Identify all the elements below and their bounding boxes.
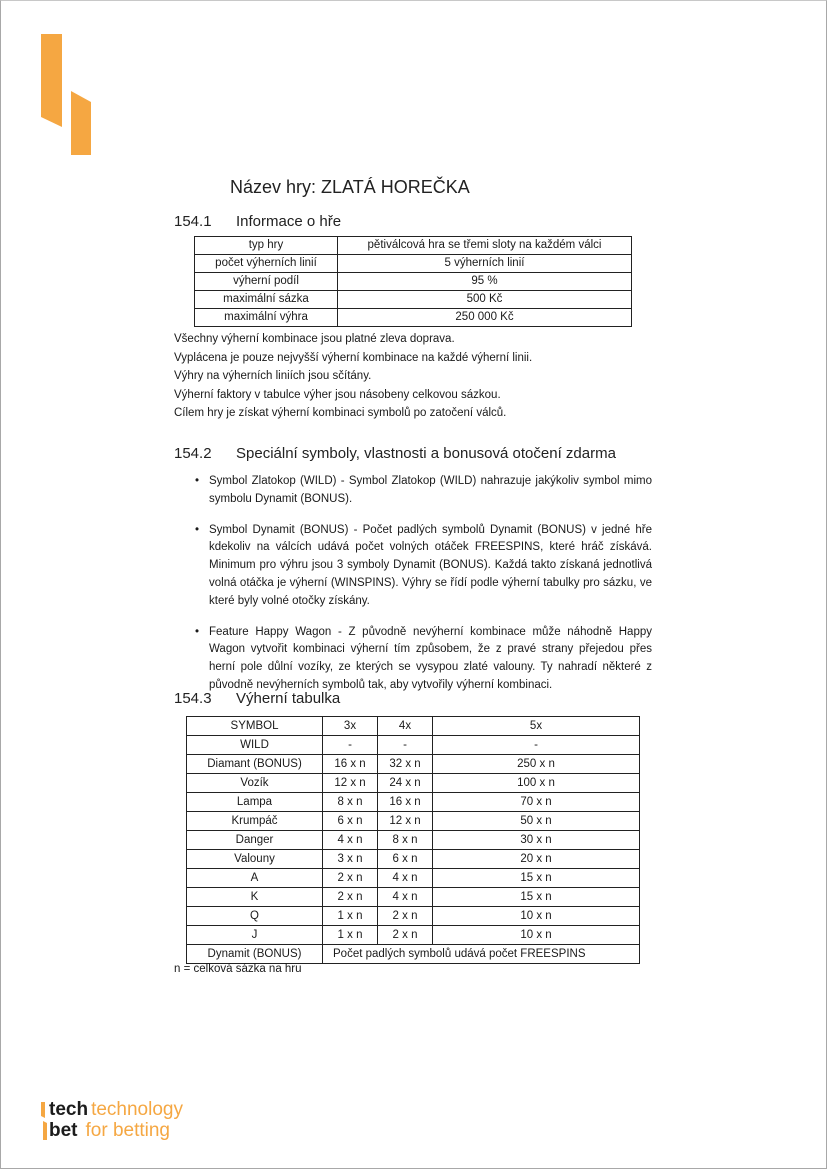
table-row (187, 793, 640, 812)
techbet-logo-mark-icon (41, 34, 93, 156)
symbol-cell: Krumpáč (187, 812, 323, 831)
payout-5x-cell: - (433, 736, 640, 755)
payout-3x-cell: 6 x n (323, 812, 378, 831)
bullet-icon: • (195, 475, 200, 487)
symbol-cell: Lampa (187, 793, 323, 812)
table-row (187, 774, 640, 793)
symbol-cell: A (187, 869, 323, 888)
payout-4x-cell: 4 x n (378, 888, 433, 907)
bullet-text: Symbol Dynamit (BONUS) - Počet padlých symbolů Dynamit (BONUS) v jedné hře kdekoliv na válcích udává počet volných otáček FREESPINS, které hráč získává. Minimum pro výhru jsou 3 symboly Dynamit (BONUS). Každá takto získaná jednotlivá volná otáčka je výherní (WINSPINS). Výhry se řídí podle výherní tabulky pro sázku, ve které byly volné otočky získány. (209, 523, 652, 607)
payout-4x-cell: 4 x n (378, 869, 433, 888)
payout-5x-cell: 250 x n (433, 755, 640, 774)
table-row (187, 831, 640, 850)
payout-3x-cell: 2 x n (323, 869, 378, 888)
logo-word-technology: technology (91, 1099, 183, 1120)
payout-5x-cell: 10 x n (433, 907, 640, 926)
column-header: SYMBOL (187, 717, 323, 736)
table-row (187, 812, 640, 831)
paytable (186, 716, 640, 964)
table-row (187, 850, 640, 869)
info-key: výherní podíl (195, 273, 338, 291)
bullet-item-wild (195, 473, 652, 509)
symbol-cell: Dynamit (BONUS) (187, 945, 323, 964)
payout-5x-cell: 15 x n (433, 869, 640, 888)
table-row-dynamit (187, 945, 640, 964)
payout-3x-cell: 2 x n (323, 888, 378, 907)
info-value: 95 % (338, 273, 632, 291)
table-row (187, 907, 640, 926)
info-key: maximální výhra (195, 309, 338, 327)
section-title: Informace o hře (236, 213, 342, 230)
logo-word-bet: bet (49, 1120, 78, 1141)
bullet-icon: • (195, 625, 200, 638)
payout-3x-cell: 4 x n (323, 831, 378, 850)
payout-3x-cell: - (323, 736, 378, 755)
column-header: 5x (433, 717, 640, 736)
payout-5x-cell: 30 x n (433, 831, 640, 850)
table-row (187, 926, 640, 945)
rule-line: Všechny výherní kombinace jsou platné zleva doprava. (174, 333, 455, 345)
freespins-description-cell: Počet padlých symbolů udává počet FREESPINS (323, 945, 640, 964)
info-value: pětiválcová hra se třemi sloty na každém válci (338, 237, 632, 255)
bullet-text: Symbol Zlatokop (WILD) - Symbol Zlatokop (WILD) nahrazuje jakýkoliv symbol mimo symbolu Dynamit (BONUS). (209, 475, 652, 505)
section-number: 154.2 (174, 445, 212, 462)
paytable-footnote: n = celková sázka na hru (174, 963, 302, 975)
table-row (195, 309, 632, 327)
table-row (187, 736, 640, 755)
section-number: 154.1 (174, 213, 212, 230)
symbol-cell: K (187, 888, 323, 907)
payout-5x-cell: 10 x n (433, 926, 640, 945)
symbol-cell: Vozík (187, 774, 323, 793)
rule-line: Výherní faktory v tabulce výher jsou násobeny celkovou sázkou. (174, 388, 501, 401)
payout-3x-cell: 1 x n (323, 907, 378, 926)
info-key: počet výherních linií (195, 255, 338, 273)
section-number: 154.3 (174, 690, 212, 707)
table-row (187, 869, 640, 888)
symbol-cell: J (187, 926, 323, 945)
bullet-item-bonus (195, 522, 652, 611)
game-info-table (194, 236, 632, 327)
payout-3x-cell: 12 x n (323, 774, 378, 793)
logo-bar-icon (41, 1102, 47, 1140)
section-title: Speciální symboly, vlastnosti a bonusová otočení zdarma (236, 445, 616, 462)
payout-4x-cell: 6 x n (378, 850, 433, 869)
payout-5x-cell: 20 x n (433, 850, 640, 869)
bullet-text: Feature Happy Wagon - Z původně nevýherní kombinace může náhodně Happy Wagon vytvořit kombinaci výherní tím způsobem, že z pravé strany přejedou přes herní pole důlní vozíky, ze kterých se vysypou zlaté valouny. Ty nahradí některé z původně nevýherních symbolů tak, aby vytvořily výherní kombinaci. (209, 625, 652, 691)
info-value: 5 výherních linií (338, 255, 632, 273)
payout-4x-cell: 12 x n (378, 812, 433, 831)
table-header-row (187, 717, 640, 736)
table-row (195, 237, 632, 255)
table-row (187, 755, 640, 774)
payout-3x-cell: 8 x n (323, 793, 378, 812)
info-key: typ hry (195, 237, 338, 255)
payout-5x-cell: 70 x n (433, 793, 640, 812)
section-title: Výherní tabulka (236, 690, 341, 707)
feature-bullet-list (195, 473, 652, 695)
payout-5x-cell: 100 x n (433, 774, 640, 793)
payout-3x-cell: 1 x n (323, 926, 378, 945)
section-heading-special-symbols (174, 445, 616, 462)
payout-5x-cell: 15 x n (433, 888, 640, 907)
payout-4x-cell: 16 x n (378, 793, 433, 812)
payout-3x-cell: 16 x n (323, 755, 378, 774)
section-heading-info (174, 213, 341, 230)
info-value: 250 000 Kč (338, 309, 632, 327)
payout-3x-cell: 3 x n (323, 850, 378, 869)
table-row (195, 291, 632, 309)
column-header: 3x (323, 717, 378, 736)
payout-4x-cell: - (378, 736, 433, 755)
symbol-cell: WILD (187, 736, 323, 755)
rule-line: Výhry na výherních liniích jsou sčítány. (174, 370, 372, 383)
payout-4x-cell: 8 x n (378, 831, 433, 850)
table-row (187, 888, 640, 907)
payout-4x-cell: 24 x n (378, 774, 433, 793)
logo-word-for-betting: for betting (85, 1120, 170, 1141)
rule-line: Vyplácena je pouze nejvyšší výherní kombinace na každé výherní linii. (174, 351, 533, 364)
symbol-cell: Q (187, 907, 323, 926)
bullet-item-happy-wagon (195, 624, 652, 695)
payout-4x-cell: 32 x n (378, 755, 433, 774)
bullet-icon: • (195, 523, 200, 536)
rule-line: Cílem hry je získat výherní kombinaci symbolů po zatočení válců. (174, 407, 507, 420)
section-heading-paytable (174, 690, 340, 707)
page-title: Název hry: ZLATÁ HOREČKA (230, 177, 470, 197)
symbol-cell: Diamant (BONUS) (187, 755, 323, 774)
rules-list (174, 330, 532, 423)
payout-4x-cell: 2 x n (378, 926, 433, 945)
table-row (195, 255, 632, 273)
table-row (195, 273, 632, 291)
info-value: 500 Kč (338, 291, 632, 309)
info-key: maximální sázka (195, 291, 338, 309)
symbol-cell: Danger (187, 831, 323, 850)
logo-word-tech: tech (49, 1099, 89, 1120)
payout-5x-cell: 50 x n (433, 812, 640, 831)
column-header: 4x (378, 717, 433, 736)
payout-4x-cell: 2 x n (378, 907, 433, 926)
symbol-cell: Valouny (187, 850, 323, 869)
